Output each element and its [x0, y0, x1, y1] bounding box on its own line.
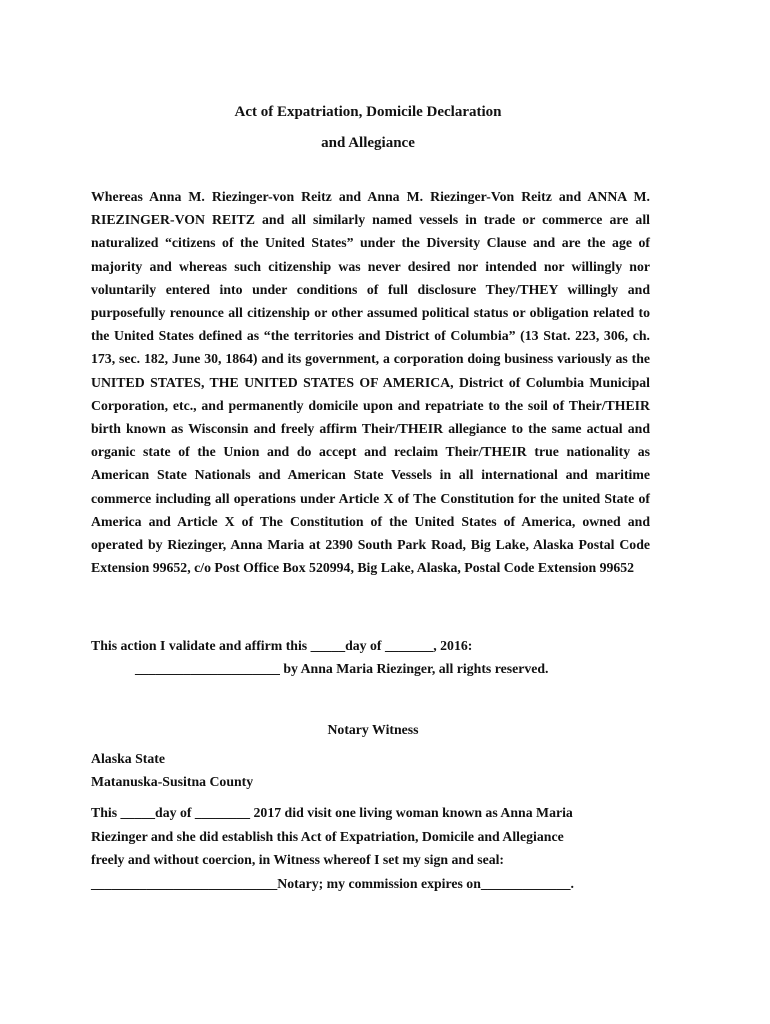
notary-county: Matanuska-Susitna County — [91, 774, 254, 789]
notary-heading: Notary Witness — [327, 722, 419, 737]
notary-paragraph — [91, 801, 651, 895]
notary-line: This _____day of ________ 2017 did visit one living woman known as Anna Maria — [91, 805, 573, 820]
notary-state: Alaska State — [91, 751, 165, 766]
document-title-line2: and Allegiance — [321, 135, 415, 151]
notary-line: Riezinger and she did establish this Act of Expatriation, Domicile and Allegiance — [91, 828, 564, 844]
notary-commission-line: ___________________________Notary; my commission expires on_____________. — [91, 875, 574, 891]
declaration-paragraph: Whereas Anna M. Riezinger-von Reitz and Anna M. Riezinger-Von Reitz and ANNA M. RIEZINGER-VON REITZ and all similarly named vessels in trade or commerce are all naturalized “citizens of the United States” under the Diversity Clause and are the age of majority and whereas such citizenship was never desired nor intended nor willingly nor voluntarily entered into under conditions of full disclosure They/THEY willingly and purposefully renounce all citizenship or other assumed political status or obligation related to the United States defined as “the territories and District of Columbia” (13 Stat. 223, 306, ch. 173, sec. 182, June 30, 1864) and its government, a corporation doing business variously as the UNITED STATES, THE UNITED STATES OF AMERICA, District of Columbia Municipal Corporation, etc., and permanently domicile upon and repatriate to the soil of Their/THEIR birth known as Wisconsin and freely affirm Their/THEIR allegiance to the same actual and organic state of the Union and do accept and reclaim Their/THEIR true nationality as American State Nationals and American State Vessels in all international and maritime commerce including all operations under Article X of The Constitution for the united State of America and Article X of The Constitution of the United States of America, owned and operated by Riezinger, Anna Maria at 2390 South Park Road, Big Lake, Alaska Postal Code Extension 99652, c/o Post Office Box 520994, Big Lake, Alaska, Postal Code Extension 99652 — [91, 189, 650, 576]
signature-line: _____________________ by Anna Maria Riezinger, all rights reserved. — [135, 661, 549, 676]
notary-line: freely and without coercion, in Witness whereof I set my sign and seal: — [91, 852, 505, 867]
document-title-line1: Act of Expatriation, Domicile Declaration — [234, 104, 502, 120]
validation-line: This action I validate and affirm this _____day of _______, 2016: — [91, 638, 473, 653]
